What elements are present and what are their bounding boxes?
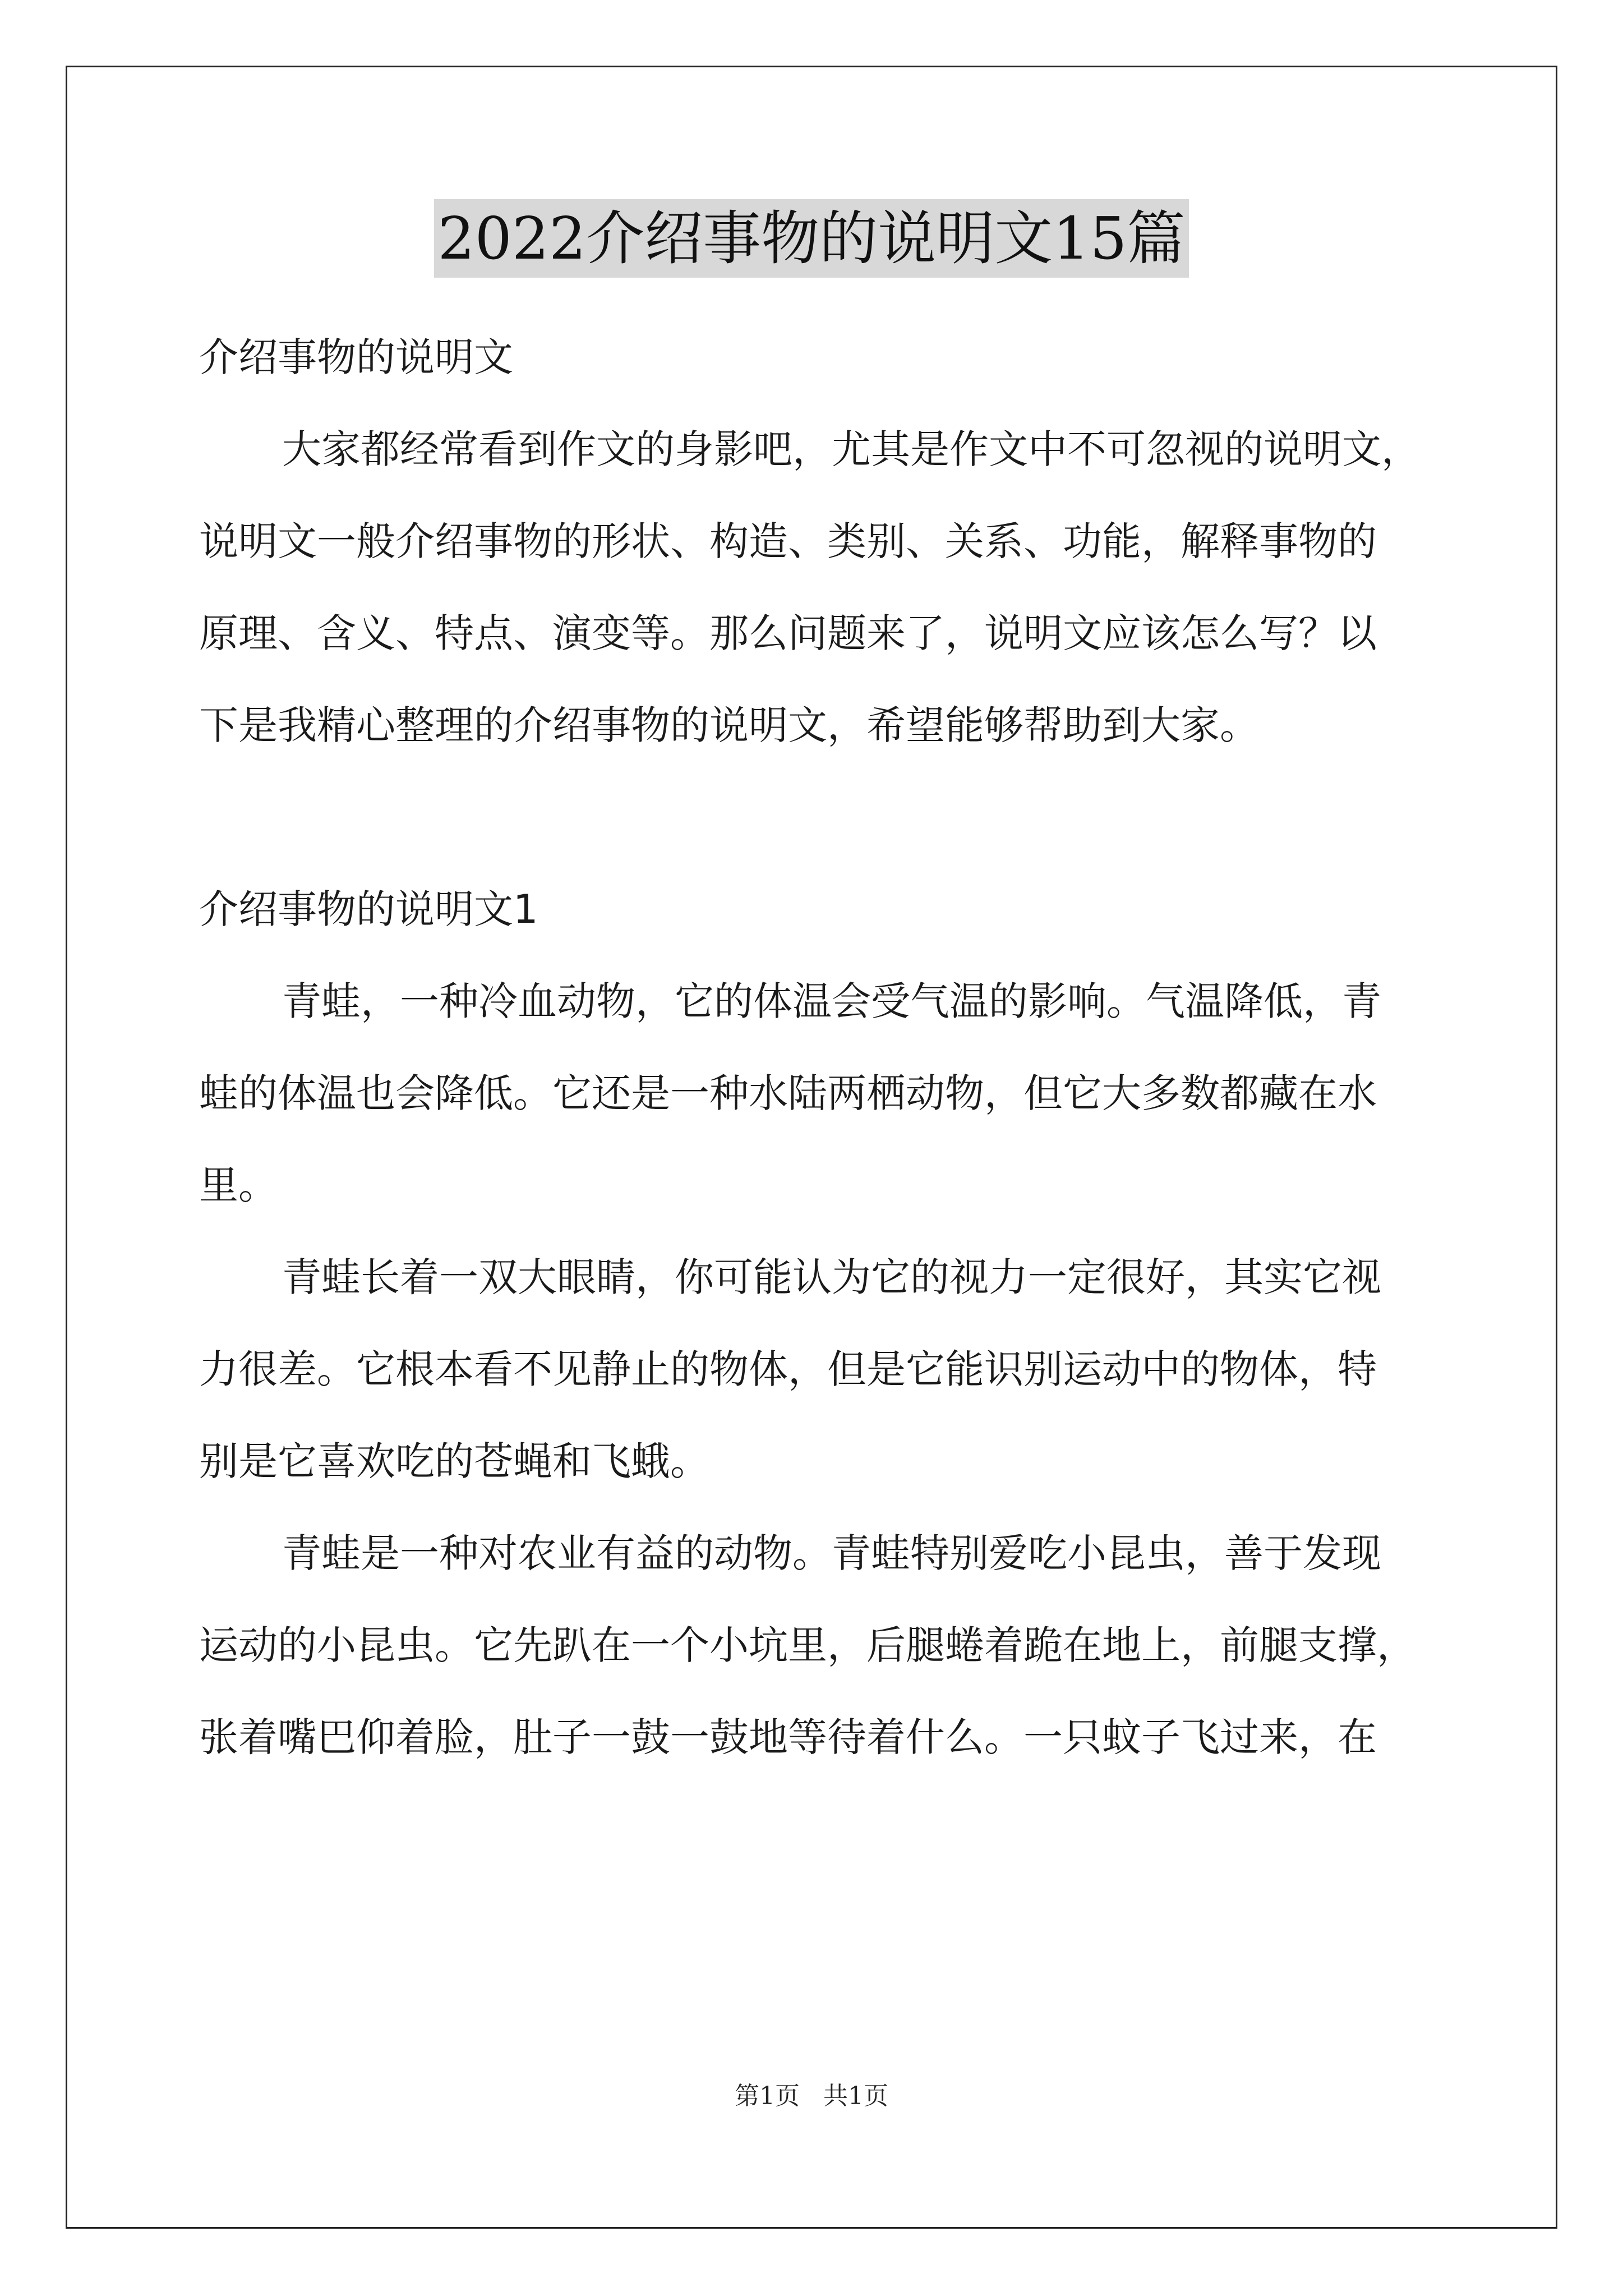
text-line: 蛙的体温也会降低。它还是一种水陆两栖动物，但它大多数都藏在水 bbox=[199, 1070, 1377, 1116]
text-line: 力很差。它根本看不见静止的物体，但是它能识别运动中的物体，特 bbox=[199, 1346, 1377, 1392]
paragraph bbox=[199, 1507, 1433, 1783]
text-line: 运动的小昆虫。它先趴在一个小坑里，后腿蜷着跪在地上，前腿支撑， bbox=[199, 1622, 1416, 1668]
section-heading: 介绍事物的说明文 bbox=[199, 334, 513, 380]
text-line: 青蛙是一种对农业有益的动物。青蛙特别爱吃小昆虫，善于发现 bbox=[282, 1530, 1381, 1576]
section-heading: 介绍事物的说明文1 bbox=[199, 886, 538, 932]
document-body bbox=[199, 311, 1433, 1783]
text-line: 张着嘴巴仰着脸，肚子一鼓一鼓地等待着什么。一只蚊子飞过来，在 bbox=[199, 1714, 1377, 1760]
paragraph bbox=[199, 1231, 1433, 1507]
text-line: 别是它喜欢吃的苍蝇和飞蛾。 bbox=[199, 1438, 709, 1484]
section-spacer bbox=[199, 771, 1433, 863]
text-line: 说明文一般介绍事物的形状、构造、类别、关系、功能，解释事物的 bbox=[199, 518, 1377, 564]
document-title: 2022介绍事物的说明文15篇 bbox=[434, 199, 1188, 278]
text-line: 下是我精心整理的介绍事物的说明文，希望能够帮助到大家。 bbox=[199, 702, 1259, 748]
paragraph bbox=[199, 955, 1433, 1231]
text-line: 原理、含义、特点、演变等。那么问题来了，说明文应该怎么写？以 bbox=[199, 610, 1377, 656]
text-line: 里。 bbox=[199, 1162, 278, 1208]
title-container bbox=[0, 199, 1623, 278]
text-line: 青蛙，一种冷血动物，它的体温会受气温的影响。气温降低，青 bbox=[282, 978, 1381, 1024]
text-line: 青蛙长着一双大眼睛，你可能认为它的视力一定很好，其实它视 bbox=[282, 1254, 1381, 1300]
paragraph bbox=[199, 403, 1433, 771]
text-line: 大家都经常看到作文的身影吧，尤其是作文中不可忽视的说明文， bbox=[282, 426, 1421, 472]
page-footer: 第1页 共1页 bbox=[735, 2082, 888, 2110]
